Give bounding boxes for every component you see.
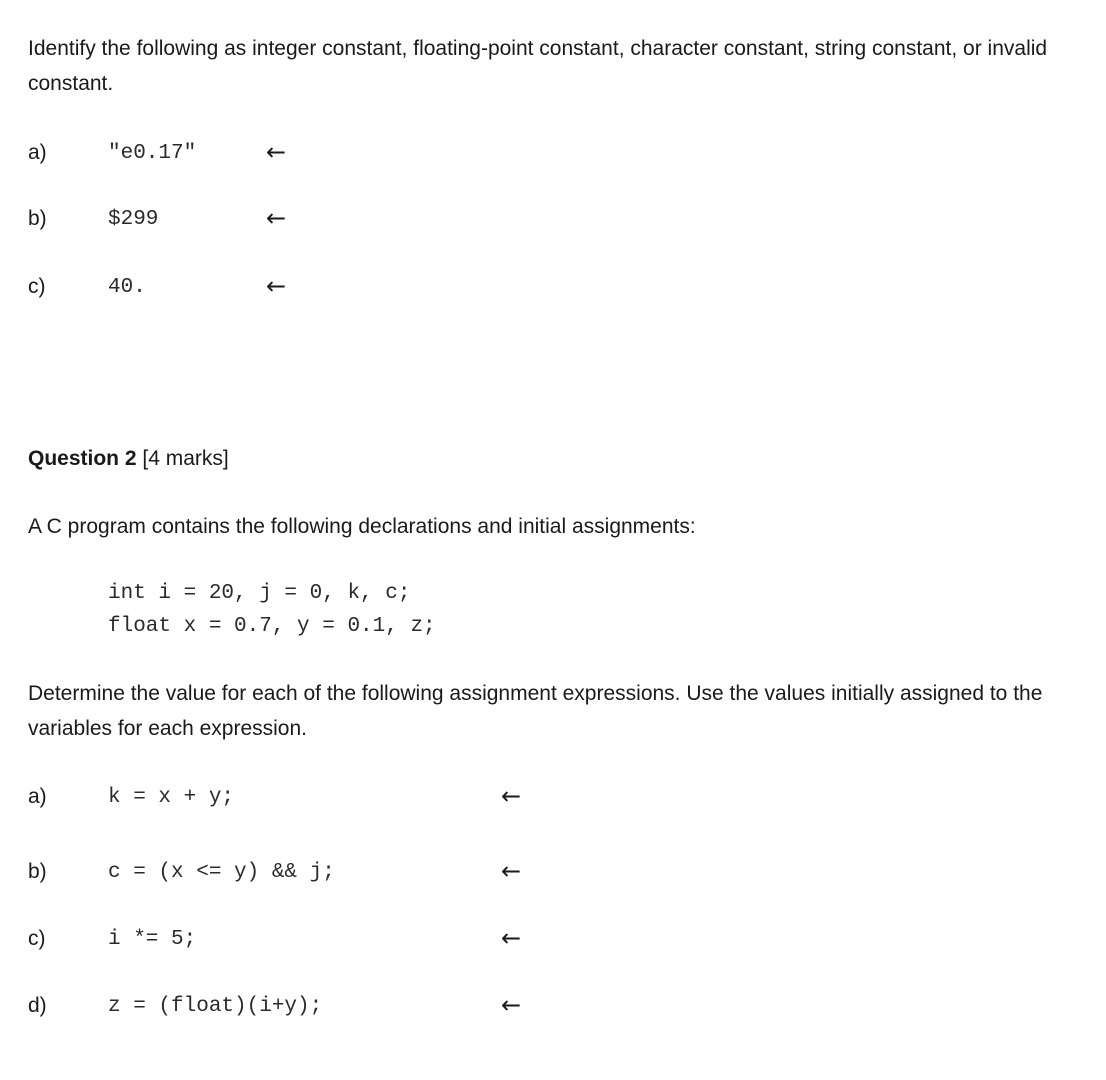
q1-item-c-label: c) — [28, 275, 46, 298]
q2-marks: [4 marks] — [142, 447, 229, 470]
q1-item-c-code: 40. — [108, 276, 146, 299]
declarations-code-block — [108, 577, 436, 643]
declaration-line: float x = 0.7, y = 0.1, z; — [108, 615, 436, 638]
q2-item-c-code: i *= 5; — [108, 928, 197, 951]
q2-item-b-label: b) — [28, 860, 47, 883]
return-arrow-icon: ← — [266, 272, 287, 300]
q2-item-c-label: c) — [28, 927, 46, 950]
declaration-line: int i = 20, j = 0, k, c; — [108, 582, 411, 605]
q1-item-b-label: b) — [28, 207, 47, 230]
q2-item-b-code: c = (x <= y) && j; — [108, 861, 335, 884]
q1-item-a-label: a) — [28, 141, 47, 164]
q2-intro: A C program contains the following declarations and initial assignments: — [28, 515, 696, 538]
return-arrow-icon: ← — [501, 991, 522, 1019]
return-arrow-icon: ← — [266, 138, 287, 166]
return-arrow-icon: ← — [501, 782, 522, 810]
q1-item-a-code: "e0.17" — [108, 142, 197, 165]
return-arrow-icon: ← — [266, 204, 287, 232]
q2-item-a-label: a) — [28, 785, 47, 808]
q2-item-d-code: z = (float)(i+y); — [108, 995, 323, 1018]
q2-heading — [28, 441, 229, 476]
return-arrow-icon: ← — [501, 857, 522, 885]
q2-instruction: Determine the value for each of the following assignment expressions. Use the values initially assigned to the variables for each expression. — [28, 682, 1043, 740]
q2-item-a-code: k = x + y; — [108, 786, 235, 809]
return-arrow-icon: ← — [501, 924, 522, 952]
q2-title: Question 2 — [28, 447, 137, 470]
q1-intro: Identify the following as integer constant, floating-point constant, character constant, string constant, or invalid constant. — [28, 37, 1048, 95]
q1-item-b-code: $299 — [108, 208, 159, 231]
q2-item-d-label: d) — [28, 994, 47, 1017]
